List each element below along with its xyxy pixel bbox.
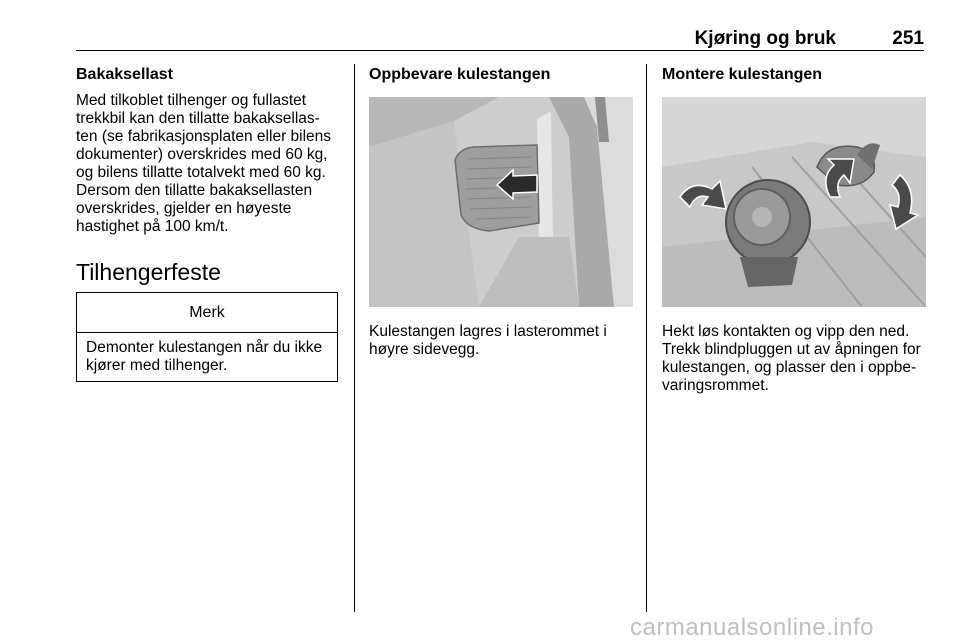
text-line: trekkbil kan den tillatte bakaksellas- [76,110,320,127]
heading-oppbevare-kulestangen: Oppbevare kulestangen [369,66,551,83]
text-line: dokumenter) overskrides med 60 kg, [76,146,328,163]
heading-bakaksellast: Bakaksellast [76,66,173,83]
column-divider-2 [646,64,647,612]
text-line: varingsrommet. [662,377,769,394]
text-line: Hekt løs kontakten og vipp den ned. [662,323,910,340]
text-line: Trekk blindpluggen ut av åpningen for [662,341,921,358]
tow-bar-socket-illustration [662,97,926,307]
text-line: høyre sidevegg. [369,341,480,358]
text-line: og bilens tillatte totalvekt med 60 kg. [76,164,326,181]
note-divider [77,332,337,333]
watermark: carmanualsonline.info [630,614,874,641]
text-line: kjører med tilhenger. [86,357,228,374]
heading-montere-kulestangen: Montere kulestangen [662,66,823,83]
column-2 [369,64,633,86]
storage-compartment-illustration [369,97,633,307]
page-header [76,28,924,51]
note-box [76,292,338,382]
column-3 [662,64,926,86]
caption-storage [369,323,633,359]
paragraph-bakaksellast [76,92,340,236]
note-title: Merk [189,304,225,321]
text-line: overskrides, gjelder en høyeste [76,200,292,217]
text-line: Demonter kulestangen når du ikke [86,339,323,356]
note-body [86,339,331,375]
text-line: kulestangen, og plasser den i oppbe- [662,359,917,376]
figure-storage-compartment [369,97,633,307]
figure-tow-bar-socket [662,97,926,307]
header-section-title: Kjøring og bruk [694,28,836,49]
text-line: Med tilkoblet tilhenger og fullastet [76,92,307,109]
text-line: Kulestangen lagres i lasterommet i [369,323,607,340]
column-1 [76,64,340,286]
text-line: Dersom den tillatte bakaksellasten [76,182,313,199]
caption-mounting [662,323,926,395]
page-number: 251 [892,28,924,49]
text-line: ten (se fabrikasjonsplaten eller bilens [76,128,332,145]
section-title-tilhengerfeste: Tilhengerfeste [76,259,221,285]
text-line: hastighet på 100 km/t. [76,218,229,235]
column-divider-1 [354,64,355,612]
